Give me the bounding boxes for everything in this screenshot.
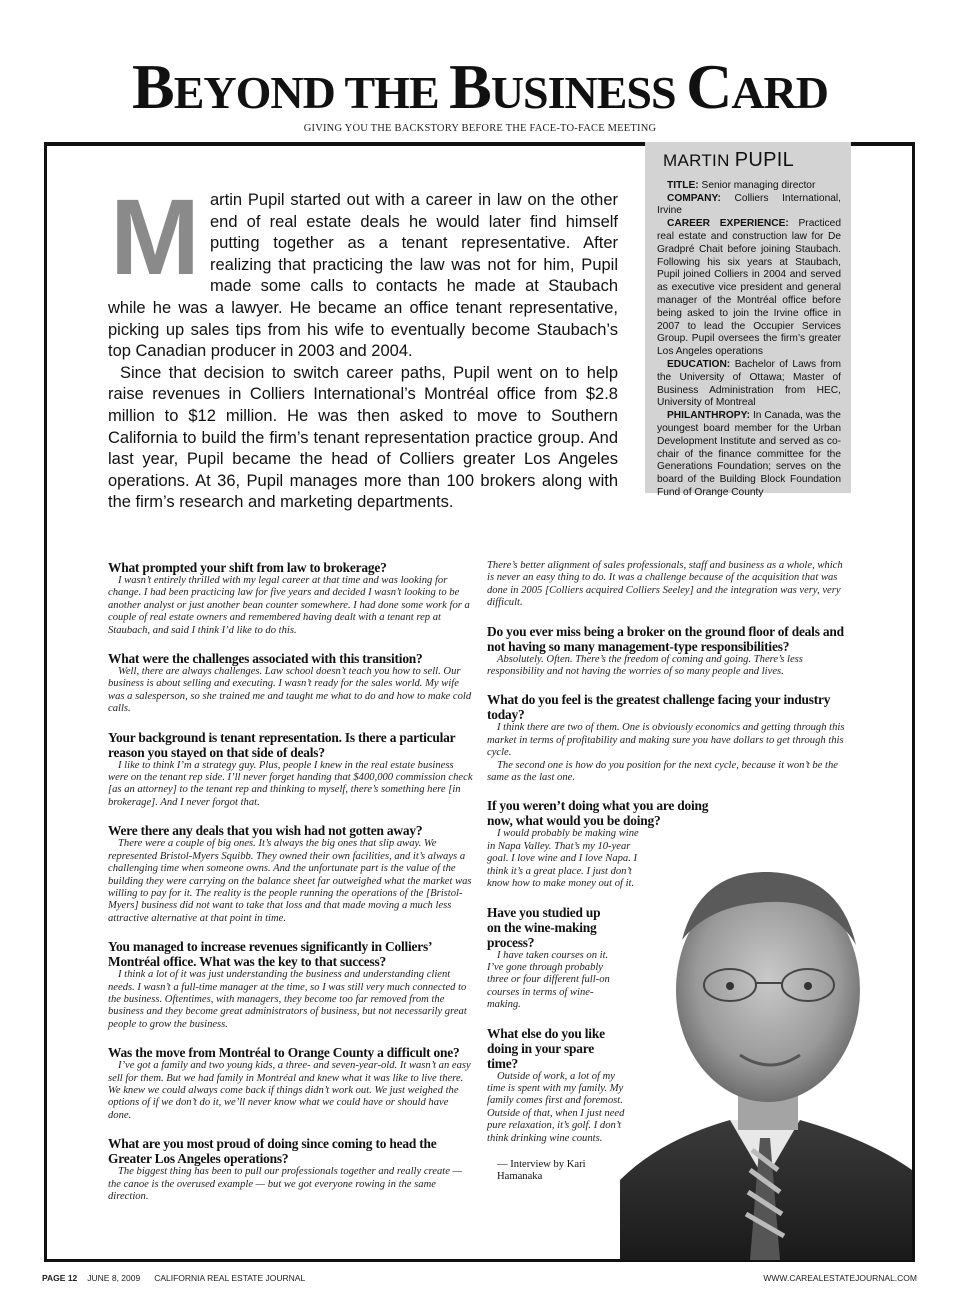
intro-paragraph: Martin Pupil started out with a career in law on the other end of real estate deals he would later find himself putting together as a tenant representative. After realizing that practicing the law was not for him, Pupil made some calls to contacts he made at Staubach while he was a lawyer. He became an office tenant representative, picking up sales tips from his wife to eventually become Staubach’s top Canadian producer in 2003 and 2004. bbox=[108, 176, 618, 361]
answer-continued: There’s better alignment of sales professionals, staff and business as a whole, which is never an easy thing to do. It was a challenge because of the acquisition that was done in 2005 [Colliers acquired Colliers Seeley] and the integration was very, very difficult. bbox=[487, 560, 843, 609]
qa-column-left bbox=[108, 560, 473, 1217]
answer: I’ve got a family and two young kids, a three- and seven-year-old. It wasn’t an easy sell for them. But we had family in Montréal and knew what it was like to live there. We knew we could always come back if things didn’t work out. We just weighed the options of if we don’t do it, we’ll never know what we could have or should have done. bbox=[108, 1060, 471, 1121]
interview-credit: — Interview by Kari Hamanaka bbox=[497, 1158, 586, 1183]
qa-item bbox=[487, 692, 852, 784]
answer: The biggest thing has been to pull our professionals together and really create — the canoe is the overused example — but we got everyone rowing in the same direction. bbox=[108, 1166, 462, 1202]
answer: Absolutely. Often. There’s the freedom of coming and going. There’s less responsibility and not having the worries of so many people and lives. bbox=[487, 653, 803, 678]
qa-item bbox=[108, 1045, 473, 1122]
profile-entry: PHILANTHROPY: In Canada, was the youngest board member for the Urban Development Institute and served as co-chair of the finance committee for the Generations Foundation; serves on the board of the Building Block Foundation Fund of Orange County bbox=[657, 410, 841, 498]
question: Was the move from Montréal to Orange County a difficult one? bbox=[108, 1045, 460, 1061]
answer: I have taken courses on it. I’ve gone through probably three or four different full-on courses in terms of wine-making. bbox=[487, 949, 610, 1011]
question: What are you most proud of doing since coming to head the Greater Los Angeles operations? bbox=[108, 1136, 437, 1167]
answer: I like to think I’m a strategy guy. Plus, people I knew in the real estate business were on the tenant rep side. I’ll never forget handing that $400,000 commission check [as an attorney] to the tenant rep and thinking to myself, there’s something here [in brokerage]. And I never forgot that. bbox=[108, 759, 473, 808]
masthead bbox=[0, 51, 960, 134]
footer-left bbox=[42, 1273, 305, 1283]
answer: I think there are two of them. One is obviously economics and getting through this market in terms of profitability and making sure you have dollars to get through this cycle. bbox=[487, 722, 845, 759]
question: Your background is tenant representation. Is there a particular reason you stayed on that side of deals? bbox=[108, 729, 456, 760]
intro-text bbox=[108, 176, 618, 514]
answer: Well, there are always challenges. Law school doesn’t teach you how to sell. Our business is about selling and executing. I wasn’t ready for the sales world. My wife was a salesperson, so she trained me and taught me what to do and how to make cold calls. bbox=[108, 666, 472, 715]
title-word: CARD bbox=[686, 51, 828, 122]
profile-entry: COMPANY: Colliers International, Irvine bbox=[657, 192, 841, 217]
page-title bbox=[0, 51, 960, 122]
question: What prompted your shift from law to brokerage? bbox=[108, 560, 387, 575]
qa-item bbox=[108, 939, 473, 1031]
qa-item bbox=[108, 823, 473, 925]
qa-column-right bbox=[487, 560, 852, 1184]
profile-entry: TITLE: Senior managing director bbox=[667, 179, 816, 191]
answer: Outside of work, a lot of my time is spent with my family. My family comes first and foremost. Outside of that, when I just need pure relaxation, it’s golf. I don’t think drinking wine counts. bbox=[487, 1070, 625, 1144]
question: Have you studied up on the wine-making process? bbox=[487, 904, 601, 950]
answer: There were a couple of big ones. It’s always the big ones that slip away. We represented Bristol-Myers Squibb. They owned their own facilities, and it’s always a challenging time when someone owns. And the unfortunate part is the value of the building they were carrying on the balance sheet far outweighed what the market was willing to pay for it. The reality is the people running the operations of the [Bristol-Myers] business did not want to take that loss and that made moving a much less attractive alternative at that point in time. bbox=[108, 838, 472, 924]
qa-item bbox=[108, 730, 473, 810]
question: You managed to increase revenues significantly in Colliers’ Montréal office. What was the key to that success? bbox=[108, 939, 432, 970]
profile-entry: CAREER EXPERIENCE: Practiced real estate and construction law for De Gradpré Chait before joining Staubach. Following his six years at Staubach, Pupil joined Colliers in 2004 and served as executive vice president and general manager of the Montréal office before being asked to join the Irvine office in 2007 to lead the Occupier Services Group. Pupil oversees the firm’s greater Los Angeles operations bbox=[657, 218, 841, 358]
title-word: BEYOND bbox=[132, 51, 335, 122]
profile-name: MARTIN PUPIL bbox=[663, 149, 794, 171]
tagline: GIVING YOU THE BACKSTORY BEFORE THE FACE-TO-FACE MEETING bbox=[303, 123, 657, 134]
publication-name: CALIFORNIA REAL ESTATE JOURNAL bbox=[154, 1273, 306, 1283]
question: What do you feel is the greatest challenge facing your industry today? bbox=[487, 692, 831, 723]
title-word: THE bbox=[344, 67, 439, 118]
qa-item bbox=[487, 798, 852, 890]
page-number: PAGE 12 bbox=[42, 1273, 78, 1283]
profile-entry: EDUCATION: Bachelor of Laws from the University of Ottawa; Master of Business Administration from HEC, University of Montreal bbox=[657, 358, 841, 409]
issue-date: JUNE 8, 2009 bbox=[87, 1273, 141, 1283]
question: What else do you like doing in your spare time? bbox=[487, 1025, 605, 1071]
qa-item bbox=[487, 905, 852, 1012]
publication-url[interactable]: WWW.CAREALESTATEJOURNAL.COM bbox=[763, 1273, 917, 1283]
question: Were there any deals that you wish had not gotten away? bbox=[108, 823, 423, 839]
qa-item bbox=[487, 1026, 852, 1145]
profile-sidebar bbox=[645, 142, 851, 498]
question: What were the challenges associated with this transition? bbox=[108, 651, 423, 667]
qa-item bbox=[108, 651, 473, 716]
answer: I think a lot of it was just understanding the business and understanding client needs. I wasn’t a full-time manager at the time, so I was still very much connected to the business. Oftentimes, with managers, they become too far removed from the business and they become great administrators of business, but not necessarily great people to grow the business. bbox=[108, 969, 467, 1030]
answer: The second one is how do you position for the next cycle, because it won’t be the same as the last one. bbox=[487, 759, 838, 784]
title-word: BUSINESS bbox=[449, 51, 676, 122]
answer: I would probably be making wine in Napa Valley. That’s my 10-year goal. I love wine and I love Napa. I think it’s a great place. I just don’t know how to make money out of it. bbox=[487, 828, 639, 890]
drop-cap: M bbox=[110, 176, 200, 297]
qa-item bbox=[487, 624, 852, 679]
intro-paragraph: Since that decision to switch career paths, Pupil went on to help raise revenues in Colliers International’s Montréal office from $2.8 million to $12 million. He was then asked to move to Southern California to build the firm’s tenant representation practice group. And last year, Pupil became the head of Colliers greater Los Angeles operations. At 36, Pupil manages more than 100 brokers along with the firm’s research and marketing departments. bbox=[108, 363, 618, 512]
answer: I wasn’t entirely thrilled with my legal career at that time and was looking for change. I had been practicing law for five years and decided I wasn’t looking to be another analyst or just another bean counter somewhere. I had done some work for a couple of real estate owners and remembered having dealt with a tenant rep at Staubach, and said I think I’d like to do this. bbox=[108, 575, 470, 636]
question: Do you ever miss being a broker on the ground floor of deals and not having so many management-type responsibilities? bbox=[487, 623, 844, 654]
question: If you weren’t doing what you are doing now, what would you be doing? bbox=[487, 798, 709, 829]
qa-item bbox=[108, 1136, 473, 1203]
qa-item bbox=[108, 560, 473, 637]
